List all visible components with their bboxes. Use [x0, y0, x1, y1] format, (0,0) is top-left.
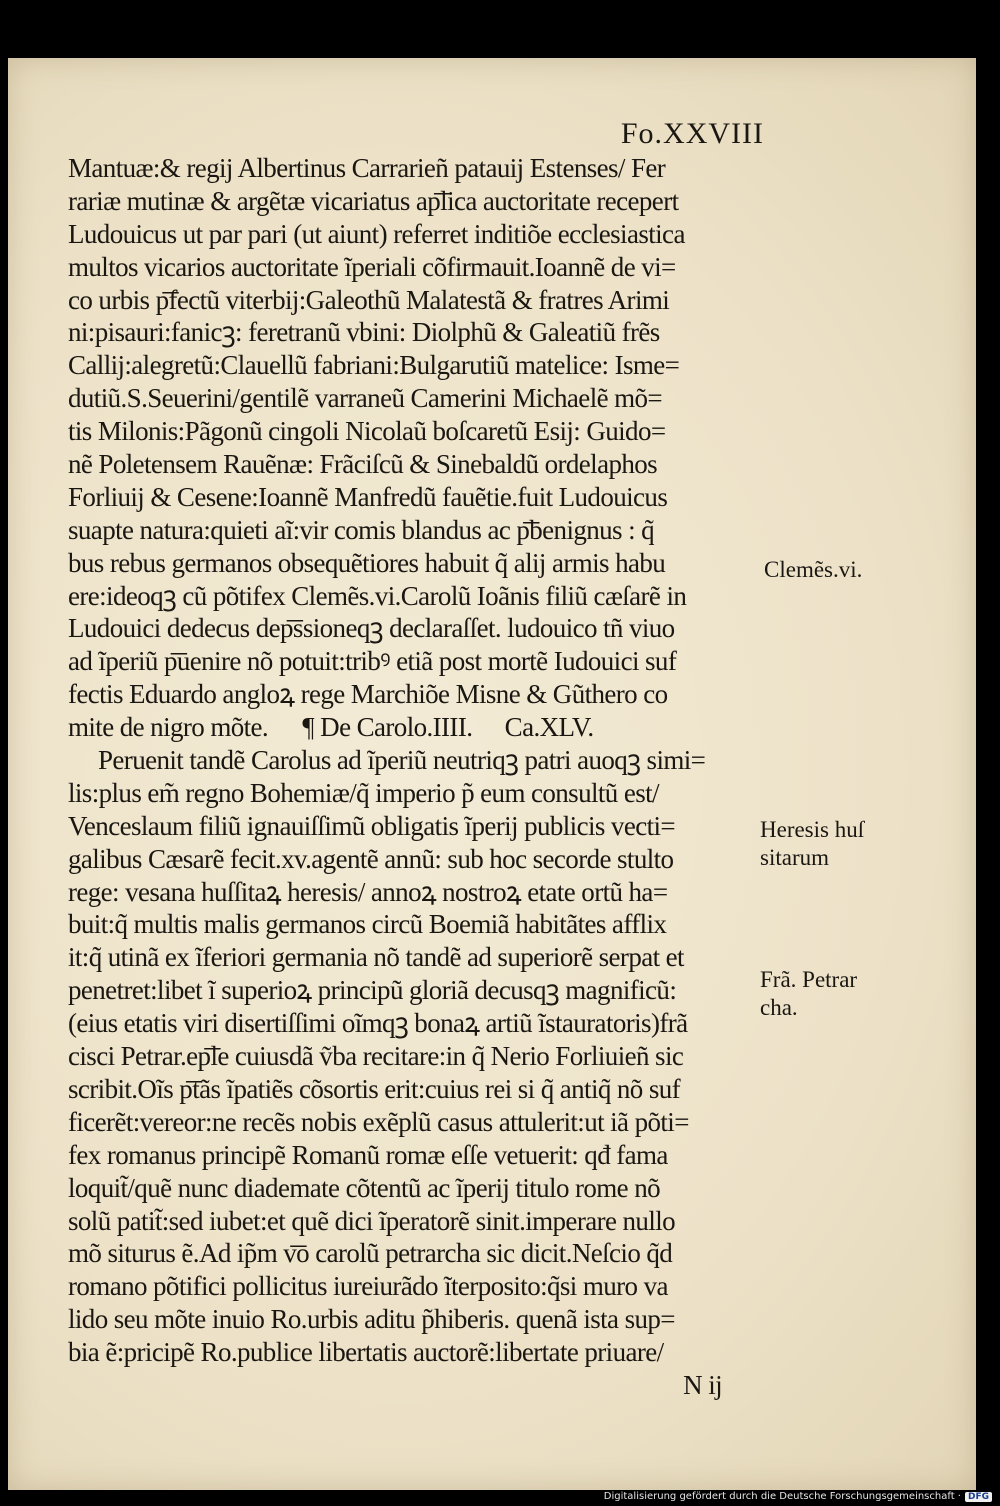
text-line: rariæ mutinæ & argẽtæ vicariatus ap͞lica auctoritate recepert: [68, 185, 679, 216]
text-line: mite de nigro mõte.: [68, 712, 269, 743]
text-line: suapte natura:quieti aĩ:vir comis blandus ac p͞benignus : q̃: [68, 514, 655, 545]
text-line: ere:ideoqꝫ cũ põtifex Clemẽs.vi.Carolũ Ioãnis filiũ cæſarẽ in: [68, 580, 687, 611]
text-line: loquit̃/quẽ nunc diademate cõtentũ ac ĩperij titulo rome nõ: [68, 1172, 661, 1203]
text-line: lido seu mõte inuio Ro.urbis aditu p̃hiberis. quenã ista sup=: [68, 1304, 675, 1335]
text-line: co urbis p͞fectũ viterbij:Galeothũ Malatestã & fratres Arimi: [68, 284, 670, 315]
text-line: mõ siturus ẽ.Ad ip̃m v͞o carolũ petrarcha sic dicit.Neſcio q̃d: [68, 1238, 673, 1269]
margin-note-petrarcha: Frã. Petrar: [760, 967, 858, 992]
text-line: rege: vesana huſſitaꝝ heresis/ annoꝝ nostroꝝ etate ortũ ha=: [68, 876, 668, 907]
margin-note-clemens: Clemẽs.vi.: [764, 557, 863, 582]
text-line: Peruenit tandẽ Carolus ad ĩperiũ neutriqꝫ patri auoqꝫ simi=: [98, 745, 706, 776]
text-line: (eius etatis viri disertiſſimi oĩmqꝫ bonaꝝ artiũ ĩstauratoris)frã: [68, 1008, 688, 1039]
margin-note-heresis-2: sitarum: [760, 845, 829, 870]
chapter-number: Ca.XLV.: [504, 712, 594, 743]
text-line: scribit.Oĩs p͞tãs ĩpatiẽs cõsortis erit:cuius rei si q̃ antiq̃ nõ suf: [68, 1073, 681, 1104]
text-line: ficerẽt:vereor:ne recẽs nobis exẽplũ casus attulerit:ut iã põti=: [68, 1106, 689, 1137]
chapter-heading: De Carolo.IIII.: [320, 712, 473, 743]
text-block: [68, 152, 758, 1402]
text-line: Mantuæ:& regij Albertinus Carrarieñ patauij Estenses/ Fer: [68, 153, 666, 183]
text-line: multos vicarios auctoritate ĩperiali cõfirmauit.Ioannẽ de vi=: [68, 251, 676, 282]
signature-mark: N ij: [683, 1369, 722, 1400]
margin-note-heresis: Heresis huſ: [760, 817, 865, 842]
text-line: Ludouicus ut par pari (ut aiunt) referret inditiõe ecclesiastica: [68, 218, 685, 249]
footer-credit: [604, 1491, 992, 1502]
text-line: galibus Cæsarẽ fecit.xv.agentẽ annũ: sub hoc secorde stulto: [68, 843, 674, 874]
text-line: dutiũ.S.Seuerini/gentilẽ varraneũ Camerini Michaelẽ mõ=: [68, 383, 663, 414]
pilcrow-icon: ¶: [302, 712, 315, 743]
footer-text: Digitalisierung gefördert durch die Deutsche Forschungsgemeinschaft ·: [603, 1491, 961, 1502]
dfg-logo: DFG: [965, 1492, 992, 1502]
text-line: cisci Petrar.ep͞le cuiusdã ṽba recitare:in q̃ Nerio Forliuieñ sic: [68, 1041, 684, 1072]
text-line: tis Milonis:Pãgonũ cingoli Nicolaũ boſcaretũ Esij: Guido=: [68, 416, 666, 447]
text-line: buit:q̃ multis malis germanos circũ Boemiã habitãtes afflix: [68, 909, 667, 940]
text-line: Forliuij & Cesene:Ioannẽ Manfredũ fauẽtie.fuit Ludouicus: [68, 481, 668, 512]
text-line: Ludouici dedecus dep͞ssioneqꝫ declaraſſet. ludouico tñ viuo: [68, 613, 675, 644]
text-line: fex romanus principẽ Romanũ romæ eſſe vetuerit: qđ fama: [68, 1139, 668, 1170]
text-line: it:q̃ utinã ex ĩferiori germania nõ tandẽ ad superiorẽ serpat et: [68, 942, 684, 973]
folio-number: Fo.XXVIII: [620, 117, 764, 150]
text-line: fectis Eduardo angloꝝ rege Marchiõe Misne & Gũthero co: [68, 679, 668, 710]
text-line: romano põtifici pollicitus iureiurãdo ĩterposito:q̃si muro va: [68, 1271, 668, 1302]
text-line: lis:plus em̃ regno Bohemiæ/q̃ imperio p̃ eum consultũ est/: [68, 777, 659, 808]
text-line: ad ĩperiũ p͞uenire nõ potuit:tribꝰ etiã post mortẽ Iudouici suf: [68, 646, 677, 677]
text-line: solũ patit̃:sed iubet:et quẽ dici ĩperatorẽ sinit.imperare nullo: [68, 1205, 676, 1236]
text-line: Venceslaum filiũ ignauiſſimũ obligatis ĩperij publicis vecti=: [68, 810, 676, 841]
text-line: ni:pisauri:fanicꝫ: feretranũ vbini: Diolphũ & Galeatiũ frẽs: [68, 317, 660, 348]
text-line: Callij:alegretũ:Clauellũ fabriani:Bulgarutiũ matelice: Isme=: [68, 350, 680, 381]
heading-line: [68, 711, 758, 744]
margin-note-petrarcha-2: cha.: [760, 995, 798, 1020]
text-line: penetret:libet ĩ superioꝝ principũ gloriã decusqꝫ magnificũ:: [68, 975, 677, 1006]
text-line: bia ẽ:pricipẽ Ro.publice libertatis auctorẽ:libertate priuare/: [68, 1337, 664, 1368]
text-line: bus rebus germanos obsequẽtiores habuit q̃ alij armis habu: [68, 547, 666, 578]
text-line: nẽ Poletensem Rauẽnæ: Frãciſcũ & Sinebaldũ ordelaphos: [68, 449, 658, 480]
